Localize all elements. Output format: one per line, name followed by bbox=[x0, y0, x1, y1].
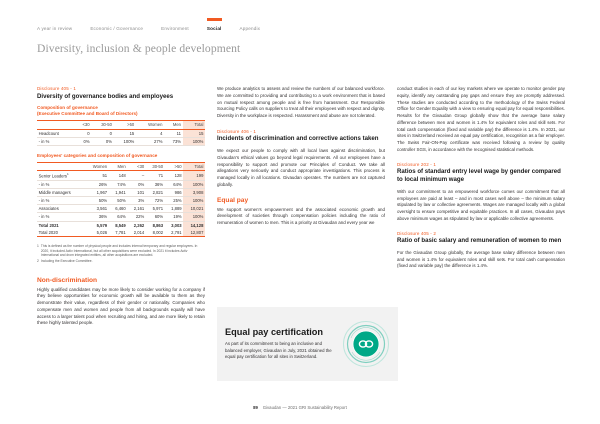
th-30-50: 30-50 bbox=[146, 162, 165, 170]
row-label-percent: - in % bbox=[37, 180, 85, 188]
cell: 100% bbox=[114, 137, 136, 145]
cell: 64% bbox=[109, 213, 128, 221]
cell: 11 bbox=[164, 129, 183, 137]
cell: 101 bbox=[127, 188, 146, 196]
footnote-number: 1 bbox=[37, 243, 39, 248]
table-row bbox=[37, 170, 205, 180]
cell-total: 12,807 bbox=[183, 229, 205, 237]
cell-total: 100% bbox=[183, 196, 205, 204]
cell-total: 199 bbox=[183, 170, 205, 180]
cell-total: 100% bbox=[183, 180, 205, 188]
cell: 51 bbox=[85, 170, 109, 180]
cell: 4 bbox=[136, 129, 164, 137]
row-label-percent: - in % bbox=[37, 137, 75, 145]
cell: 986 bbox=[165, 188, 184, 196]
cell-total: 14,128 bbox=[183, 221, 205, 229]
equal-pay-certification-box bbox=[217, 307, 398, 381]
table-row bbox=[37, 213, 205, 221]
table-row bbox=[37, 180, 205, 188]
table-row bbox=[37, 205, 205, 213]
cell: 50% bbox=[85, 196, 109, 204]
nav-item-environment[interactable]: Environment bbox=[161, 26, 189, 31]
th-over-50: >50 bbox=[114, 121, 136, 129]
cell: 26% bbox=[85, 180, 109, 188]
cell: 36% bbox=[85, 213, 109, 221]
table2-caption: Employees' categories and composition of governance bbox=[37, 152, 158, 158]
footnote-text: Including the Executive Committee. bbox=[40, 259, 93, 264]
footnote-marker: 1 bbox=[67, 172, 69, 177]
disclosure-title-202-1: Ratios of standard entry level wage by gender compared to local minimum wage bbox=[397, 168, 561, 183]
disclosure-406-1-body: We expect our people to comply with all local laws against discrimination, but Givaudan's ethical values go beyond legal requirements. All our employees have a responsibility to support and promote our Principles of Conduct. We take all allegations very seriously and conduct appropriate investigations. This process is managed locally in all locations. Givaudan operates. The numbers are not captured globally. bbox=[217, 148, 385, 187]
left-column bbox=[37, 86, 205, 332]
nav-item-a-year-in-review[interactable]: A year in review bbox=[37, 26, 73, 31]
table-row bbox=[37, 129, 205, 137]
cell: 5,579 bbox=[85, 221, 109, 229]
cell: 7,781 bbox=[109, 229, 128, 237]
equal-pay-heading: Equal pay bbox=[217, 196, 249, 204]
cell: 71 bbox=[146, 170, 165, 180]
table-row-total-2021 bbox=[37, 221, 205, 229]
right-column bbox=[397, 86, 565, 332]
table-row bbox=[37, 196, 205, 204]
cell-total: 100% bbox=[183, 213, 205, 221]
top-navigation bbox=[37, 22, 260, 31]
cell: 74% bbox=[109, 180, 128, 188]
cell: 19% bbox=[165, 213, 184, 221]
cell: 3,003 bbox=[165, 221, 184, 229]
disclosure-title-406-1: Incidents of discrimination and corrective actions taken bbox=[217, 135, 379, 143]
cell-total: 3,908 bbox=[183, 188, 205, 196]
table-row bbox=[37, 188, 205, 196]
cell: 2,262 bbox=[127, 221, 146, 229]
non-discrimination-body: Highly qualified candidates may be more likely to consider working for a company if they believe opportunities for economic growth will be available to them as they demonstrate their value, regardless of their gender or nationality. Companies who compensate men and women and people from all backgrounds equally will have access to a larger talent pool when recruiting and hiring, and are more likely to retain these highly talented people. bbox=[37, 286, 205, 326]
disclosure-label-405-1: Disclosure 405 - 1 bbox=[37, 86, 76, 91]
intro-paragraph: We produce analytics to assess and review the numbers of our balanced workforce. We are committed to providing and contributing to a work environment that is based on mutual respect among people and is free from harassment. Our Responsible Sourcing Policy calls on suppliers to treat all their employees with respect and dignity. Diversity in the workplace is respected. Harassment and abuse are not tolerated. bbox=[217, 86, 385, 119]
cell: 60% bbox=[146, 213, 165, 221]
footer-page-number: 89 bbox=[253, 405, 258, 410]
table-footnotes bbox=[37, 244, 205, 264]
cell: 15 bbox=[114, 129, 136, 137]
cell: 0% bbox=[75, 137, 92, 145]
cell: 73% bbox=[164, 137, 183, 145]
row-label-middle-managers: Middle managers bbox=[37, 188, 85, 196]
disclosure-title-405-1: Diversity of governance bodies and employees bbox=[37, 92, 174, 100]
cell: 2,791 bbox=[165, 229, 184, 237]
disclosure-label-406-1: Disclosure 406 - 1 bbox=[217, 128, 256, 134]
th-under-30: <30 bbox=[75, 121, 92, 129]
cell: 8,863 bbox=[146, 221, 165, 229]
cell: 8,002 bbox=[146, 229, 165, 237]
th-women: Women bbox=[136, 121, 164, 129]
cell: 5,971 bbox=[146, 205, 165, 213]
table1-caption-line2: (Executive Committee and Board of Directors) bbox=[37, 111, 138, 117]
equal-pay-certification-badge-icon bbox=[342, 320, 390, 368]
table-header-row bbox=[37, 121, 205, 129]
th-blank bbox=[37, 121, 75, 129]
employee-categories-table bbox=[37, 162, 205, 237]
table-row bbox=[37, 137, 205, 145]
right-paragraph-1: conduct studies in each of our key markets where we operate to monitor gender pay equity, identify any outstanding pay gaps and ensure they are promptly addressed. These studies are conducted according to the methodology of the Swiss Federal Office for Gender Equality with a view to ensuring equal pay for equal responsibilities. Results for the Givaudan Group globally show that the average base salary difference between men and women is 1.4% for equivalent roles and skill sets. For total cash compensation (fixed and variable pay) the difference is 1.4%. In 2021, our sites in Switzerland received an equal pay certification, recognition as a fair employer. The Swiss Fair-ON-Pay certificate was received following a review by quality controller SGS, in accordance with the recognised statistical methods. bbox=[397, 86, 565, 152]
table1-caption bbox=[37, 105, 205, 117]
cell: 6,460 bbox=[109, 205, 128, 213]
cell: 50% bbox=[109, 196, 128, 204]
nav-item-social[interactable]: Social bbox=[207, 22, 222, 31]
row-label-associates: Associates bbox=[37, 205, 85, 213]
th-blank bbox=[37, 162, 85, 170]
cell: 5,026 bbox=[85, 229, 109, 237]
footnote-text: This is defined as the number of physical people and includes internal temporary and regular employees. In 2020, it included Activ International, but all other acquisitions were excluded. In 2021 it includes Activ International and drom integrated entities, all other acquisitions are excluded. bbox=[40, 243, 198, 258]
disclosure-202-1-body: With our commitment to an empowered workforce comes our commitment that all employees are paid at least – and in most cases well above – the minimum salary stipulated by law or collective agreements. Wages are managed locally with a global oversight to ensure competitive and equitable practices. In all cases, Givaudan pays above minimum wages as stipulated by law or applicable collective agreements. bbox=[397, 188, 565, 221]
footer-text: Givaudan — 2021 GRI Sustainability Report bbox=[262, 405, 347, 410]
row-label-total-2020: Total 2020 bbox=[37, 229, 85, 237]
cell: 2,161 bbox=[127, 205, 146, 213]
footnote-1 bbox=[37, 244, 205, 258]
cell: 22% bbox=[127, 213, 146, 221]
disclosure-label-405-2: Disclosure 405 - 2 bbox=[397, 230, 436, 236]
middle-column bbox=[217, 86, 385, 332]
non-discrimination-heading: Non-discrimination bbox=[37, 276, 98, 284]
cell: 25% bbox=[165, 196, 184, 204]
nav-item-appendix[interactable]: Appendix bbox=[239, 26, 261, 31]
cell: 0 bbox=[91, 129, 113, 137]
th-men: Men bbox=[109, 162, 128, 170]
equal-pay-body: We support women's empowerment and the associated economic growth and development of societies through compensation policies including the ratio of remuneration of women to men. This is a priority at Givaudan and every year we bbox=[217, 206, 385, 226]
certification-text-block bbox=[225, 327, 337, 360]
cell: 3% bbox=[127, 196, 146, 204]
cell: 0% bbox=[91, 137, 113, 145]
cell: 0% bbox=[127, 180, 146, 188]
row-label-senior-leaders: Senior Leaders$^1$ bbox=[37, 170, 85, 180]
disclosure-405-2-body: For the Givaudan Group globally, the average base salary difference between men and women is 1.4% for equivalent roles and skill sets. For total cash compensation (fixed and variable pay) the difference is 1.4%. bbox=[397, 249, 565, 269]
row-label-headcount: Headcount bbox=[37, 129, 75, 137]
cell: 0 bbox=[75, 129, 92, 137]
cell: 1,941 bbox=[109, 188, 128, 196]
page-footer bbox=[0, 405, 600, 410]
footnote-number: 2 bbox=[37, 259, 39, 264]
th-30-50: 30-50 bbox=[91, 121, 113, 129]
row-label-total-2021: Total 2021 bbox=[37, 221, 85, 229]
table-header-row bbox=[37, 162, 205, 170]
cell: 128 bbox=[165, 170, 184, 180]
table1-caption-line1: Composition of governance bbox=[37, 105, 98, 111]
th-women: Women bbox=[85, 162, 109, 170]
row-label-percent: - in % bbox=[37, 196, 85, 204]
governance-composition-table bbox=[37, 120, 205, 146]
th-total: Total bbox=[183, 121, 205, 129]
row-label-percent: - in % bbox=[37, 213, 85, 221]
cell: 8,549 bbox=[109, 221, 128, 229]
cell-total: 100% bbox=[183, 137, 205, 145]
footnote-2 bbox=[37, 259, 205, 264]
th-over-50: >50 bbox=[165, 162, 184, 170]
nav-item-economic-governance[interactable]: Economic / Governance bbox=[90, 26, 144, 31]
table-row-total-2020 bbox=[37, 229, 205, 237]
certification-body: As part of its commitment to being an inclusive and balanced employer, Givaudan in July, 2021 obtained the equal pay certification for all sites in Switzerland. bbox=[225, 341, 332, 360]
th-under-30: <30 bbox=[127, 162, 146, 170]
cell: – bbox=[127, 170, 146, 180]
cell: 3,561 bbox=[85, 205, 109, 213]
th-men: Men bbox=[164, 121, 183, 129]
page-title: Diversity, inclusion & people development bbox=[37, 42, 241, 55]
cell: 1,967 bbox=[85, 188, 109, 196]
cell: 2,014 bbox=[127, 229, 146, 237]
cell: 1,889 bbox=[165, 205, 184, 213]
cell: 148 bbox=[109, 170, 128, 180]
content-columns bbox=[37, 86, 565, 332]
cell-total: 10,021 bbox=[183, 205, 205, 213]
cell: 27% bbox=[136, 137, 164, 145]
cell-total: 15 bbox=[183, 129, 205, 137]
cell: 2,821 bbox=[146, 188, 165, 196]
th-total: Total bbox=[183, 162, 205, 170]
disclosure-label-202-1: Disclosure 202 - 1 bbox=[397, 161, 436, 167]
certification-title: Equal pay certification bbox=[225, 327, 324, 338]
disclosure-title-405-2: Ratio of basic salary and remuneration of women to men bbox=[397, 237, 562, 245]
cell: 36% bbox=[146, 180, 165, 188]
cell: 72% bbox=[146, 196, 165, 204]
cell: 64% bbox=[165, 180, 184, 188]
